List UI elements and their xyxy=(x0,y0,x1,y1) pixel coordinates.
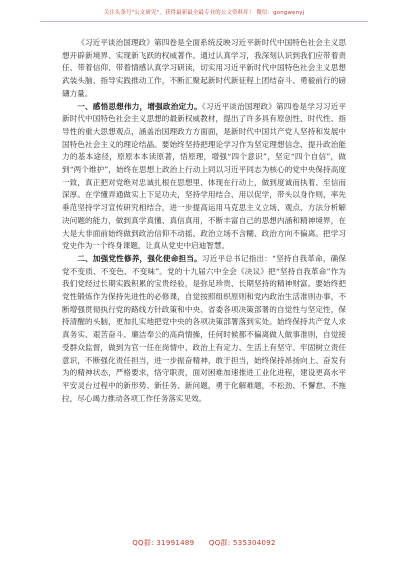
footer-qq-group-2: QQ群: 535304092 xyxy=(208,539,276,547)
section-heading: 二、加强党性修养，强化使命担当。 xyxy=(77,253,202,263)
intro-paragraph xyxy=(62,37,346,101)
header-divider xyxy=(40,21,368,22)
footer-qq-group-1: QQ群: 31991489 xyxy=(132,539,195,547)
section-paragraph xyxy=(62,101,346,253)
section-paragraph xyxy=(62,253,346,405)
document-body xyxy=(62,37,346,405)
paragraph-body: 《习近平谈治国理政》第四卷是学习习近平新时代中国特色社会主义思想的最新权威教材，提出了许多具有原创性、时代性、指导性的重大思想观点，涵盖治国理政方方面面，是新时代中国共产党人坚持和发展中国特色社会主义的理论结晶。要始终坚持把理论学习作为坚定理想信念、提升政治能力的基本途径，原原本本读原著，悟原理，增强“四个意识”，坚定“四个自信”，做到“两个维护”，始终在思想上政治上行动上同以习近平同志为核心的党中央保持高度一致，真正把对党绝对忠诚扎根在思想里、体现在行动上，做到度诚而执着、至信而深厚。在学懂弄通做实上下足功夫，坚持学用结合、用以促学，带头以身作则，率先垂范坚持学习宣传研究相结合，进一步提高运用马克思主义立场、观点、方法分析解决问题的能力，做到真学真懂、真信真用，不断丰富自己的思想内涵和精神境界，在大是大非面前始终做到政治信仰不动摇、政治立场不含糊、政治方向不偏离。把学习党史作为一个终身课题，让真从党史中启迪智慧。 xyxy=(62,101,347,251)
paragraph-body: 《习近平谈治国理政》第四卷是全面系统反映习近平新时代中国特色社会主义思想开辟新境界、实现新飞跃的权威著作。通过认真学习，我深刻认识到我们应带着责任、带着信仰、带着情感认真学习研读，切实用习近平新时代中国特色社会主义思想武装头脑、指导实践推动工作，不断汇聚起新时代新征程上团结奋斗、勇毅前行的磅礴力量。 xyxy=(62,38,346,98)
footer-contact xyxy=(0,538,408,548)
header-banner: 关注头条号"公文研究"，获得最新最全最专业的公文资料库！ 微信：gongwenyj xyxy=(103,10,305,16)
section-heading: 一、感悟思想伟力，增强政治定力。 xyxy=(77,101,202,111)
paragraph-body: 习近平总书记指出：“坚持自我革命，确保党不变质、不变色、不变味”。党的十九届六中全会《决议》把“坚持自我革命”作为我们党经过长期实践积累的宝贵经验，是弥足珍贵、长期坚持的精神财富。要始终把党性锻炼作为保持先进性的必修课，自觉按照组织原则和党内政治生活准则办事，不断增强贯彻执行党的路线方针政策和中央、省委各项决策部署的自觉性与坚定性，保持清醒的头脑，更加扎实地把党中央的各项决策部署落到实处。始终保持共产党人求真务实、艰苦奋斗、廉洁奉公的高尚情操，任何时候都不偏离做人做事准则，自觉接受群众监督，做到为官一任在岗情中、政治上有定力、生活上有坚守。牢固树立责任意识，不断强化责任担当，进一步振奋精神、敢于担当，始终保持昂扬向上、奋发有为的精神状态，严格要求，恪守职责，面对困难加速推进工业化进程，建设更高水平平安灵台过程中的新形势、新任务、新问题，勇于化解难题，不松劲、不懈怠、不拖拉，尽心竭力推动各项工作任务落实见效。 xyxy=(62,253,346,403)
